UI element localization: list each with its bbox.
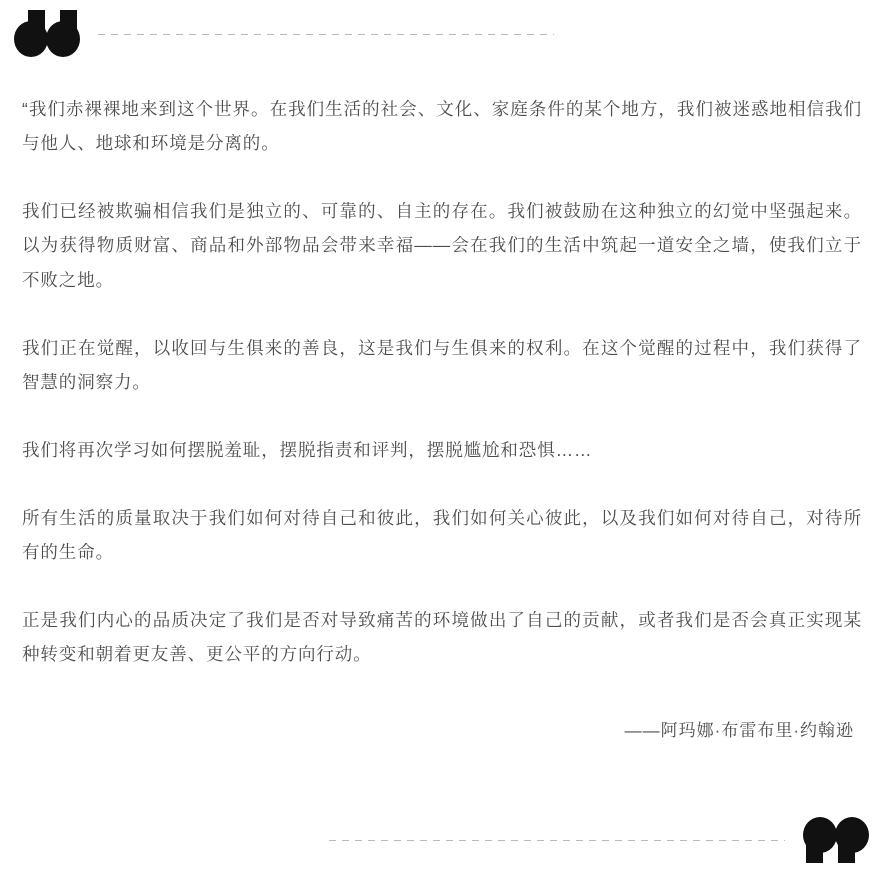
top-divider	[98, 34, 554, 35]
quote-paragraph: 所有生活的质量取决于我们如何对待自己和彼此，我们如何关心彼此，以及我们如何对待自己，对待所有的生命。	[22, 508, 862, 563]
quote-content	[22, 92, 862, 746]
close-quote-mark-icon	[803, 816, 869, 864]
quote-paragraph: “我们赤裸裸地来到这个世界。在我们生活的社会、文化、家庭条件的某个地方，我们被迷惑地相信我们与他人、地球和环境是分离的。	[22, 99, 862, 154]
bottom-decoration	[329, 816, 869, 864]
quote-attribution: ——阿玛娜·布雷布里·约翰逊	[624, 720, 854, 740]
quote-paragraph: 我们已经被欺骗相信我们是独立的、可靠的、自主的存在。我们被鼓励在这种独立的幻觉中坚强起来。以为获得物质财富、商品和外部物品会带来幸福——会在我们的生活中筑起一道安全之墙，使我们立于不败之地。	[22, 201, 862, 290]
quote-paragraph: 我们将再次学习如何摆脱羞耻，摆脱指责和评判，摆脱尴尬和恐惧……	[22, 439, 593, 460]
open-quote-mark-icon	[14, 10, 80, 58]
top-decoration	[14, 10, 554, 58]
bottom-divider	[329, 840, 785, 841]
quote-paragraph: 正是我们内心的品质决定了我们是否对导致痛苦的环境做出了自己的贡献，或者我们是否会真正实现某种转变和朝着更友善、更公平的方向行动。	[22, 610, 862, 665]
quote-paragraph: 我们正在觉醒，以收回与生俱来的善良，这是我们与生俱来的权利。在这个觉醒的过程中，我们获得了智慧的洞察力。	[22, 337, 862, 392]
